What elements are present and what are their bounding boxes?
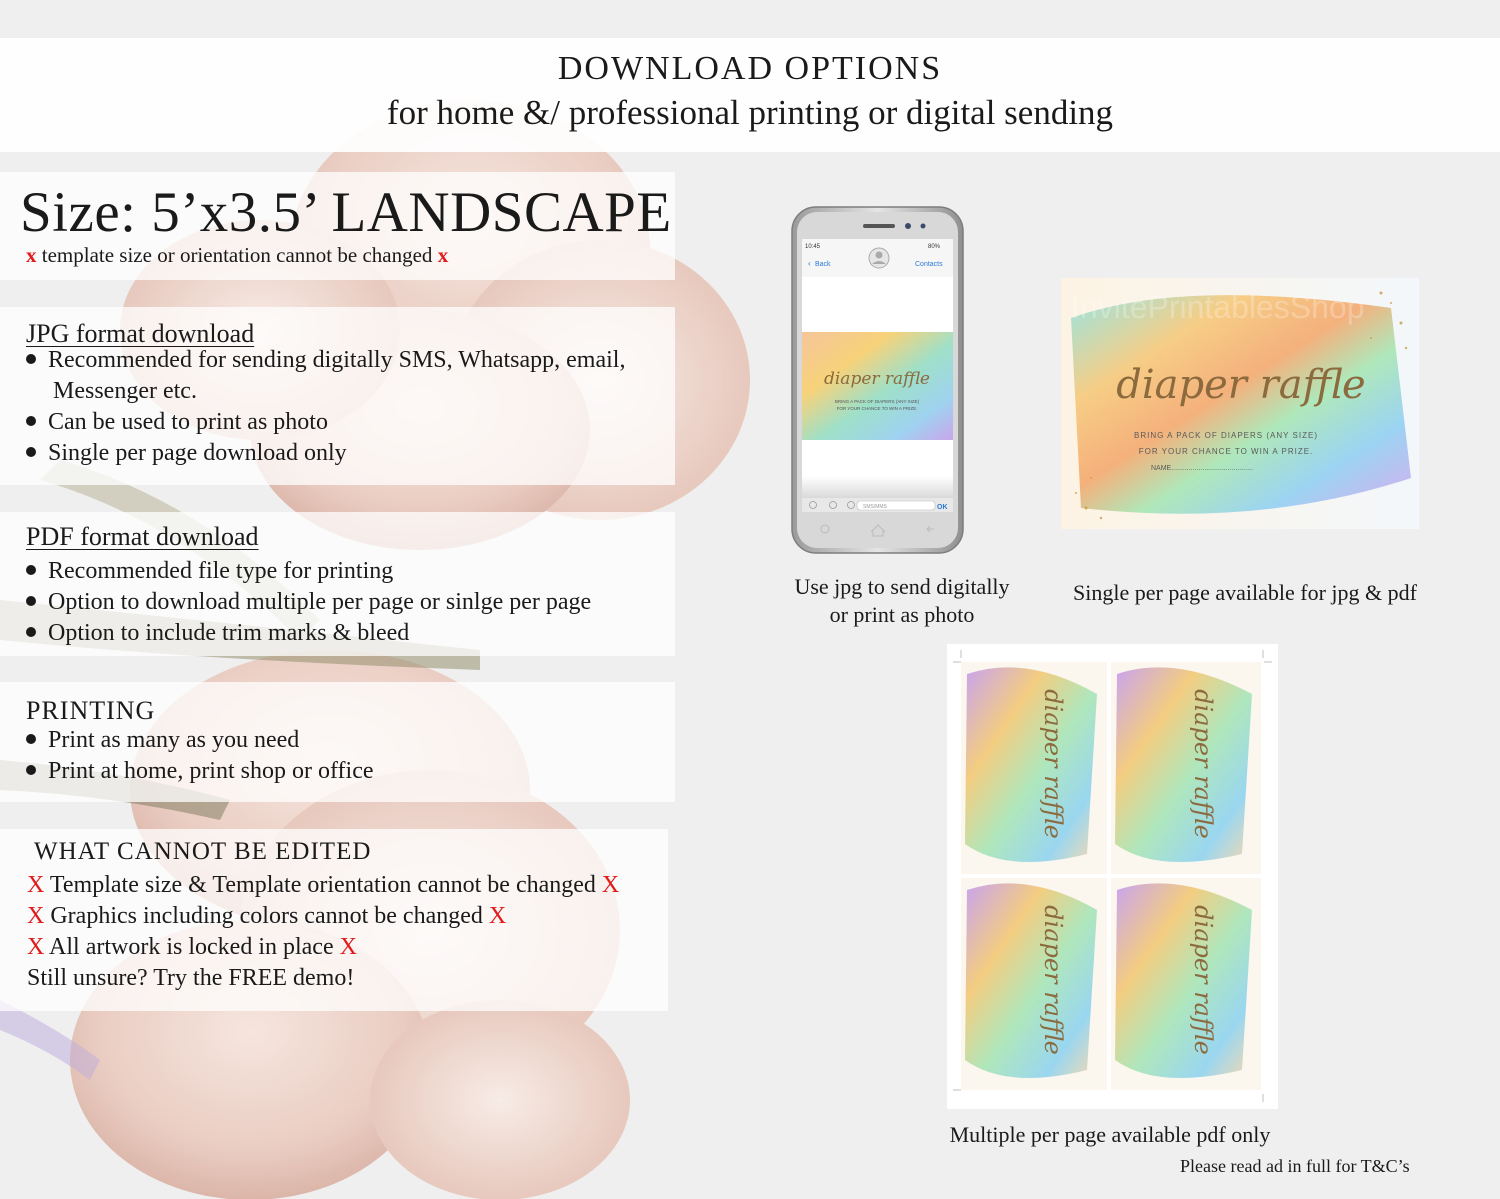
phone-ok-button[interactable]: OK — [937, 504, 948, 511]
bullet-text: Option to include trim marks & bleed — [48, 620, 410, 646]
card-watermark: InvitePrintablesShop — [1071, 289, 1365, 325]
card-line1: BRING A PACK OF DIAPERS (ANY SIZE) — [1134, 431, 1318, 440]
card-tile — [961, 878, 1107, 1090]
bullet-item — [26, 558, 393, 585]
card-title: diaper raffle — [1116, 362, 1366, 408]
printing-panel — [0, 682, 675, 802]
cannot-edit-panel — [0, 829, 668, 1011]
x-mark: X — [27, 934, 45, 960]
card-tile — [1111, 878, 1261, 1090]
bullet-continuation: Messenger etc. — [53, 378, 197, 404]
phone-mockup — [791, 206, 964, 554]
size-note — [26, 243, 448, 268]
phone-card-line: BRING A PACK OF DIAPERS (ANY SIZE) — [834, 399, 920, 404]
bullet-dot — [26, 447, 36, 457]
bullet-dot — [26, 734, 36, 744]
bullet-text: Print at home, print shop or office — [48, 758, 374, 784]
bullet-text: Option to download multiple per page or sinlge per page — [48, 589, 592, 615]
jpg-section-title: JPG format download — [26, 319, 255, 348]
single-caption: Single per page available for jpg & pdf — [1073, 580, 1417, 605]
tile-title: diaper raffle — [1039, 905, 1067, 1055]
cannot-edit-text: All artwork is locked in place — [49, 934, 334, 960]
cannot-edit-text: Graphics including colors cannot be changed — [50, 903, 483, 929]
cannot-edit-line — [27, 934, 357, 961]
card-line2: FOR YOUR CHANCE TO WIN A PRIZE. — [1138, 447, 1314, 456]
multi-page-preview — [947, 644, 1278, 1109]
x-mark: x — [437, 243, 449, 267]
header-title: DOWNLOAD OPTIONS — [557, 50, 943, 87]
x-mark: X — [488, 903, 507, 929]
bullet-text: Can be used to print as photo — [48, 409, 328, 435]
x-mark: X — [601, 872, 620, 898]
card-line3: NAME.......................................... — [1151, 465, 1253, 472]
tile-title: diaper raffle — [1039, 689, 1067, 839]
multi-caption: Multiple per page available pdf only — [949, 1122, 1271, 1147]
size-note-text: template size or orientation cannot be changed — [41, 243, 433, 267]
bullet-text: Recommended file type for printing — [48, 558, 394, 584]
phone-back-link[interactable]: Back — [815, 261, 831, 268]
cannot-edit-title: WHAT CANNOT BE EDITED — [34, 838, 372, 865]
single-card-preview — [1061, 278, 1419, 529]
bullet-item — [26, 347, 625, 374]
bullet-item — [26, 440, 347, 467]
x-mark: X — [27, 903, 45, 929]
tile-title: diaper raffle — [1189, 905, 1217, 1055]
x-mark: X — [339, 934, 357, 960]
phone-card-title: diaper raffle — [823, 369, 931, 389]
sms-placeholder: SMS/MMS — [863, 504, 887, 510]
cannot-edit-text: Template size & Template orientation cannot be changed — [49, 872, 596, 898]
bullet-dot — [26, 354, 36, 364]
chevron-left-icon: ‹ — [808, 259, 811, 268]
bullet-dot — [26, 627, 36, 637]
printing-section-title: PRINTING — [26, 696, 156, 725]
jpg-format-panel — [0, 307, 675, 485]
phone-card-line: FOR YOUR CHANCE TO WIN A PRIZE. — [836, 406, 918, 411]
cannot-edit-line — [27, 872, 619, 899]
card-tile — [1111, 662, 1261, 874]
bullet-dot — [26, 416, 36, 426]
card-tile — [961, 662, 1107, 874]
size-panel — [0, 172, 675, 280]
phone-time: 10:45 — [805, 244, 821, 250]
multi-cards-sheet — [947, 644, 1278, 1109]
bullet-item — [26, 758, 374, 785]
bullet-text: Print as many as you need — [48, 727, 300, 753]
bullet-item — [26, 727, 299, 754]
bullet-item — [26, 409, 328, 436]
header-subtitle: for home &/ professional printing or digital sending — [386, 93, 1114, 132]
pdf-section-title: PDF format download — [26, 522, 259, 551]
header-banner — [0, 38, 1500, 152]
bullet-item — [26, 589, 591, 616]
phone-caption-line1: Use jpg to send digitally — [794, 574, 1010, 599]
phone-caption-line2: or print as photo — [829, 602, 975, 627]
bullet-text: Single per page download only — [48, 440, 347, 466]
cannot-edit-line — [27, 903, 506, 930]
phone-battery: 80% — [928, 244, 941, 250]
bullet-dot — [26, 565, 36, 575]
x-mark: X — [27, 872, 45, 898]
phone-contacts-link[interactable]: Contacts — [915, 261, 943, 268]
size-title: Size: 5’x3.5’ LANDSCAPE — [20, 181, 672, 244]
pdf-format-panel — [0, 512, 675, 656]
demo-text: Still unsure? Try the FREE demo! — [27, 965, 355, 991]
footer-note: Please read ad in full for T&C’s — [1180, 1156, 1410, 1176]
x-mark: x — [26, 243, 37, 267]
bullet-text: Recommended for sending digitally SMS, Whatsapp, email, — [48, 347, 626, 373]
bullet-item — [26, 620, 409, 647]
bullet-dot — [26, 596, 36, 606]
tile-title: diaper raffle — [1189, 689, 1217, 839]
bullet-dot — [26, 765, 36, 775]
